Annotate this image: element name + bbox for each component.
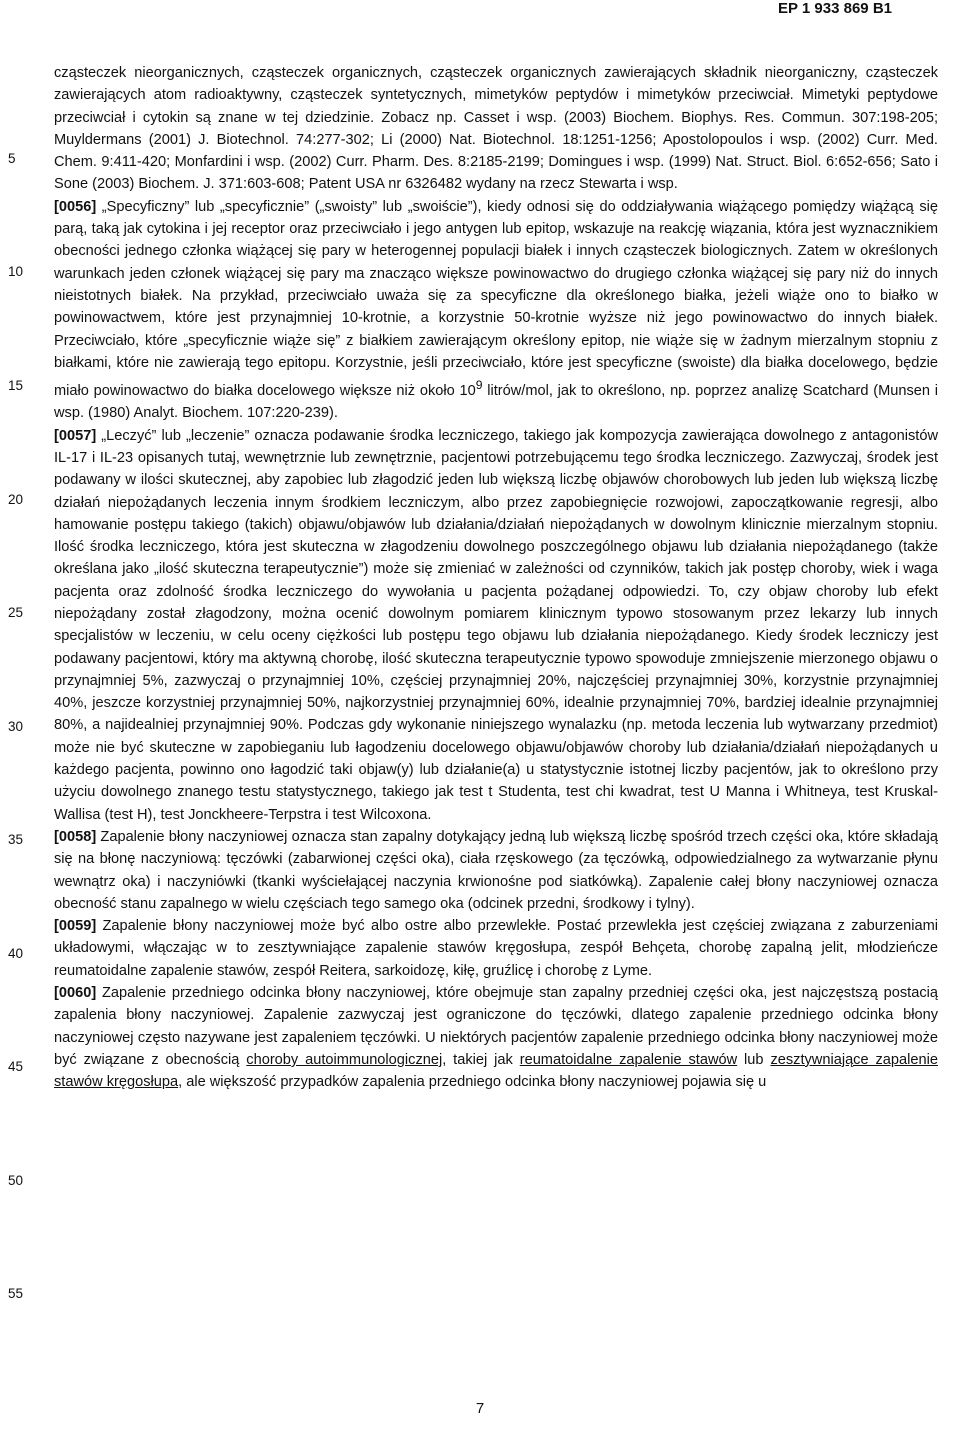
- paragraph-0057: [54, 425, 938, 826]
- line-number: 30: [8, 719, 24, 734]
- paragraph-0060: [54, 982, 938, 1093]
- paragraph-0056: [54, 196, 938, 425]
- link-autoimmune-disease[interactable]: choroby autoimmunologicznej: [246, 1051, 443, 1068]
- paragraph-number: [0056]: [54, 198, 97, 215]
- line-numbers-margin: [0, 0, 40, 1433]
- paragraph-text: Zapalenie błony naczyniowej oznacza stan zapalny dotykający jedną lub większą liczbę spośród trzech części oka, które składają się na błonę naczyniową: tęczówki (zabarwionej części oka), ciała rzęskowego (za tęczówką, odpowiedzialnego za wytwarzanie płynu wewnątrz oka) i naczyniówki (tkanki wyściełającej naczynia krwionośne pod siatkówką). Zapalenie całej błony naczyniowej oznacza obecność stanu zapalnego w wielu częściach tego samego oka (odcinek przedni, środkowy i tylny).: [54, 828, 938, 912]
- line-number: 25: [8, 605, 24, 620]
- line-number: 15: [8, 378, 24, 393]
- paragraph-intro: [54, 62, 938, 196]
- paragraph-number: [0058]: [54, 828, 97, 845]
- paragraph-text: „Specyficzny” lub „specyficznie” („swoisty” lub „swoiście”), kiedy odnosi się do oddziaływania wiążącego pomiędzy wiążącą się parą, taką jak cytokina i jej receptor oraz przeciwciało i jego antygen lub epitop, wskazuje na reakcję wiązania, która jest wyznacznikiem obecności jednego członka wiążącej się pary w heterogennej populacji białek i innych cząsteczek biologicznych. Zatem w określonych warunkach jeden członek wiążącej się pary ma znacząco większe powinowactwo do drugiego członka wiążącej się pary niż do innych nieistotnych białek. Na przykład, przeciwciało uważa się za specyficzne dla określonego białka, jeżeli wiąże ono to białko w powinowactwem, które jest przynajmniej 10-krotnie, a korzystnie 50-krotnie wyższe niż jego powinowactwo do innych białek. Przeciwciało, które „specyficznie wiąże się” z białkiem zawierającym określony epitop, nie wiąże się w żadnym mierzalnym stopniu z białkami, które nie zawierają tego epitopu. Korzystnie, jeśli przeciwciało, które jest specyficzne (swoiste) dla białka docelowego, będzie miało powinowactwo do białka docelowego większe niż około 10: [54, 198, 938, 400]
- paragraph-text: lub: [737, 1051, 771, 1068]
- line-number: 55: [8, 1286, 24, 1301]
- line-number: 5: [8, 151, 16, 166]
- patent-reference: EP 1 933 869 B1: [778, 0, 892, 17]
- paragraph-text: cząsteczek nieorganicznych, cząsteczek organicznych, cząsteczek organicznych zawierających składnik nieorganiczny, cząsteczek zawierających atom radioaktywny, cząsteczek syntetycznych, mimetyków peptydów i mimetyków przeciwciał. Mimetyki peptydowe przeciwciał i cytokin są znane w tej dziedzinie. Zobacz np. Casset i wsp. (2003) Biochem. Biophys. Res. Commun. 307:198-205; Muyldermans (2001) J. Biotechnol. 74:277-302; Li (2000) Nat. Biotechnol. 18:1251-1256; Apostolopoulos i wsp. (2002) Curr. Med. Chem. 9:411-420; Monfardini i wsp. (2002) Curr. Pharm. Des. 8:2185-2199; Domingues i wsp. (1999) Nat. Struct. Biol. 6:652-656; Sato i Sone (2003) Biochem. J. 371:603-608; Patent USA nr 6326482 wydany na rzecz Stewarta i wsp.: [54, 65, 938, 193]
- paragraph-text: Zapalenie przedniego odcinka błony naczyniowej, które obejmuje stan zapalny przedniej części oka, jest najczęstszą postacią zapalenia błony naczyniowej. Zapalenie zazwyczaj jest ograniczone do tęczówki, dlatego zapalenie przedniego odcinka błony naczyniowej często nazywane jest zapaleniem tęczówki. U niektórych pacjentów zapalenie przedniego odcinka błony naczyniowej może być związane z obecnością: [54, 985, 938, 1068]
- line-number: 20: [8, 492, 24, 507]
- paragraph-0058: [54, 826, 938, 915]
- paragraph-text: „Leczyć” lub „leczenie” oznacza podawanie środka leczniczego, takiego jak kompozycja zawierająca dowolnego z antagonistów IL-17 i IL-23 opisanych tutaj, wewnętrznie lub zewnętrznie, pacjentowi potrzebującemu tego środka leczniczego. Zazwyczaj, środek jest podawany w ilości skutecznej, aby zapobiec lub złagodzić jeden lub większą liczbę objawów chorobowych lub jeden lub większą liczbę działań niepożądanych leczenia innym środkiem leczniczym, albo przez zapobiegnięcie rozwojowi, zapoczątkowanie regresji, albo hamowanie postępu takiego (takich) objawu/objawów lub działania/działań niepożądanych w dowolnym klinicznie mierzalnym stopniu. Ilość środka leczniczego, która jest skuteczna w złagodzeniu dowolnego poszczególnego objawu lub działania niepożądanego (także określana jako „ilość skuteczna terapeutycznie”) może się zmieniać w zależności od czynników, takich jak postęp choroby, wiek i waga pacjenta oraz zdolność środka leczniczego do wywołania u pacjenta pożądanej odpowiedzi. To, czy objaw choroby lub efekt niepożądany został złagodzony, można ocenić dowolnym pomiarem klinicznym typowo stosowanym przez lekarzy lub innych specjalistów w leczeniu, w celu oceny ciężkości lub postępu tego objawu lub działania niepożądanego. Kiedy środek leczniczy jest podawany pacjentowi, który ma aktywną chorobę, ilość skuteczna terapeutycznie typowo spowoduje zmniejszenie mierzonego objawu o przynajmniej 5%, zazwyczaj o przynajmniej 10%, częściej przynajmniej 20%, najczęściej przynajmniej 30%, korzystnie przynajmniej 40%, jeszcze korzystniej przynajmniej 50%, najkorzystniej przynajmniej 60%, idealnie przynajmniej 70%, bardziej idealnie przynajmniej 80%, a najidealniej przynajmniej 90%. Podczas gdy wykonanie niniejszego wynalazku (np. metoda leczenia lub wytwarzany przedmiot) może nie być skuteczne w zapobieganiu lub łagodzeniu docelowego objawu/objawów choroby lub działania/działań niepożądanych u każdego pacjenta, powinno ono łagodzić taki objaw(y) lub działanie(a) u statystycznie istotnej liczby pacjentów, jak to określono przy użyciu dowolnego znanego testu statystycznego, takiego jak test t Studenta, test chi kwadrat, test U Manna i Whitneya, test Kruskal-Wallisa (test H), test Jonckheere-Terpstra i test Wilcoxona.: [54, 427, 939, 823]
- line-number: 10: [8, 264, 24, 279]
- document-body: [54, 62, 938, 1094]
- paragraph-number: [0057]: [54, 427, 97, 444]
- paragraph-text: , ale większość przypadków zapalenia przedniego odcinka błony naczyniowej pojawia się u: [178, 1074, 767, 1091]
- paragraph-text: litrów/mol, jak to określono, np. poprzez analizę Scatchard (Munsen i wsp. (1980) Analyt. Biochem. 107:220-239).: [54, 383, 938, 422]
- link-rheumatoid-arthritis[interactable]: reumatoidalne zapalenie stawów: [519, 1051, 738, 1068]
- page-number: 7: [475, 1400, 485, 1417]
- line-number: 40: [8, 946, 24, 961]
- link-ankylosing-spondylitis[interactable]: zesztywniające zapalenie stawów kręgosłupa: [54, 1051, 938, 1091]
- paragraph-0059: [54, 915, 938, 982]
- superscript-exponent: 9: [475, 378, 483, 393]
- page-header: [0, 0, 960, 26]
- paragraph-text: Zapalenie błony naczyniowej może być albo ostre albo przewlekłe. Postać przewlekła jest częściej związana z zaburzeniami układowymi, włączając w to zesztywniające zapalenie stawów kręgosłupa, zespół Behçeta, chorobę zapalną jelit, młodzieńcze reumatoidalne zapalenie stawów, zespół Reitera, sarkoidozę, kiłę, gruźlicę i chorobę z Lyme.: [54, 918, 938, 979]
- line-number: 45: [8, 1059, 24, 1074]
- paragraph-text: , takiej jak: [442, 1051, 520, 1068]
- paragraph-number: [0059]: [54, 918, 97, 935]
- page-footer: [0, 1400, 960, 1417]
- paragraph-number: [0060]: [54, 985, 97, 1002]
- line-number: 35: [8, 832, 24, 847]
- line-number: 50: [8, 1173, 24, 1188]
